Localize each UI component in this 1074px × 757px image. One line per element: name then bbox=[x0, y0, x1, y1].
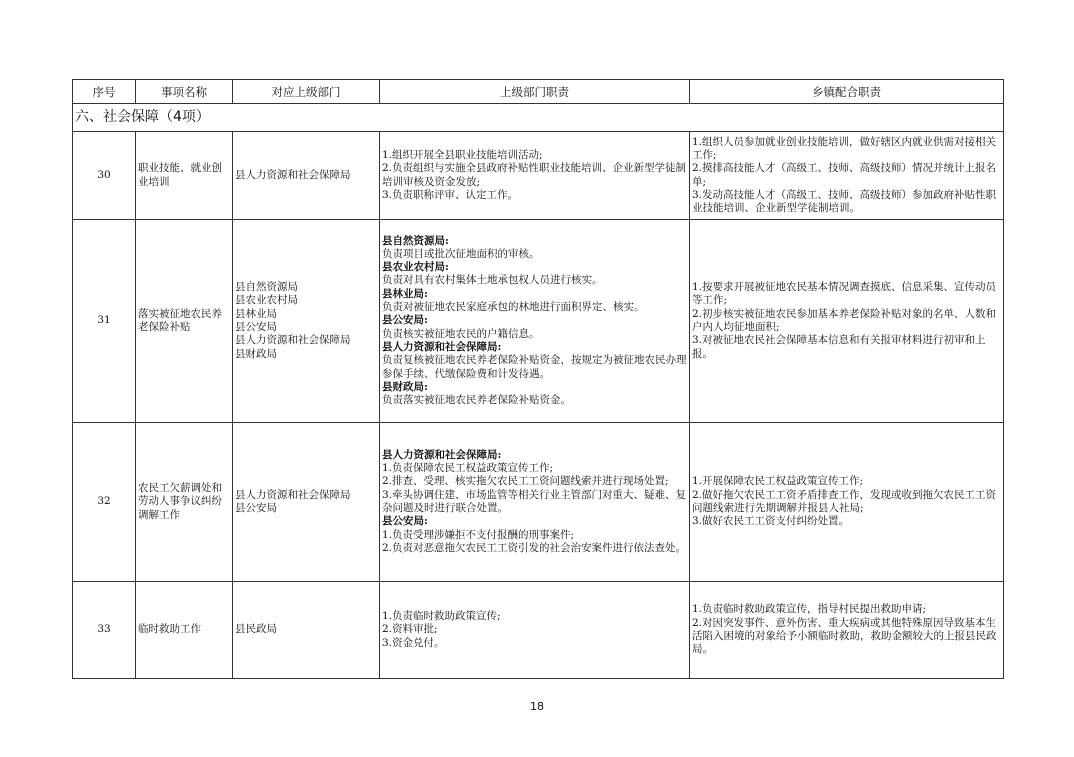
town-item: 1.开展保障农民工权益政策宣传工作; bbox=[692, 475, 864, 488]
duty-item: 负责复核被征地农民养老保险补贴资金，按规定为被征地农民办理参保手续、代缴保险费和计发待遇。 bbox=[382, 354, 687, 380]
duty-item: 3.负责职称评审、认定工作。 bbox=[382, 188, 519, 201]
header-superior-duties: 上级部门职责 bbox=[380, 80, 690, 104]
table-row bbox=[73, 423, 1004, 582]
dept-line: 县人力资源和社会保障局 bbox=[235, 168, 351, 181]
duty-item: 2.资料审批; bbox=[382, 623, 438, 636]
section-title: 六、社会保障（4项） bbox=[73, 104, 1004, 132]
duty-item: 2.排查、受理、核实拖欠农民工工资问题线索并进行现场处置; bbox=[382, 475, 669, 488]
duty-item: 3.牵头协调住建、市场监管等相关行业主管部门对重大、疑难、复杂问题及时进行联合处置。 bbox=[382, 488, 687, 514]
town-item: 1.负责临时救助政策宣传，指导村民提出救助申请; bbox=[692, 603, 927, 616]
header-no: 序号 bbox=[73, 80, 136, 104]
town-item: 1.组织人员参加就业创业技能培训，做好辖区内就业供需对接相关工作; bbox=[692, 135, 997, 161]
town-duties bbox=[690, 132, 1004, 220]
town-duties bbox=[690, 423, 1004, 582]
duty-dept-heading: 县林业局: bbox=[382, 287, 428, 300]
duty-item: 负责对具有农村集体土地承包权人员进行核实。 bbox=[382, 274, 603, 287]
town-item: 2.摸排高技能人才（高级工、技师、高级技师）情况并统计上报名单; bbox=[692, 162, 997, 188]
header-item-name: 事项名称 bbox=[136, 80, 233, 104]
page-number: 18 bbox=[530, 700, 544, 713]
row-number: 32 bbox=[73, 423, 136, 582]
town-item: 2.对因突发事件、意外伤害、重大疾病或其他特殊原因导致基本生活陷入困境的对象给予小额临时救助，救助金额较大的上报县民政局。 bbox=[692, 616, 997, 656]
duty-item: 负责项目或批次征地面积的审核。 bbox=[382, 247, 540, 260]
duty-item: 1.负责受理涉嫌拒不支付报酬的刑事案件; bbox=[382, 528, 575, 541]
item-name: 落实被征地农民养老保险补贴 bbox=[136, 220, 233, 423]
superior-dept-list bbox=[233, 423, 380, 582]
superior-duties bbox=[380, 423, 690, 582]
duty-item: 负责落实被征地农民养老保险补贴资金。 bbox=[382, 394, 571, 407]
duty-dept-heading: 县公安局: bbox=[382, 515, 428, 528]
table-row bbox=[73, 220, 1004, 423]
duty-item: 2.负责对恶意拖欠农民工工资引发的社会治安案件进行依法查处。 bbox=[382, 541, 687, 554]
dept-line: 县林业局 bbox=[235, 307, 277, 320]
dept-line: 县自然资源局 bbox=[235, 281, 298, 294]
duty-item: 负责核实被征地农民的户籍信息。 bbox=[382, 327, 540, 340]
header-row bbox=[73, 80, 1004, 104]
duty-item: 1.负责保障农民工权益政策宣传工作; bbox=[382, 462, 554, 475]
duty-dept-heading: 县财政局: bbox=[382, 380, 428, 393]
dept-line: 县公安局 bbox=[235, 321, 277, 333]
duty-item: 负责对被征地农民家庭承包的林地进行面积界定、核实。 bbox=[382, 301, 645, 314]
town-item: 1.按要求开展被征地农民基本情况调查摸底、信息采集、宣传动员等工作; bbox=[692, 281, 997, 307]
table-row bbox=[73, 582, 1004, 679]
item-name: 临时救助工作 bbox=[136, 582, 233, 679]
row-number: 31 bbox=[73, 220, 136, 423]
dept-line: 县人力资源和社会保障局 bbox=[235, 334, 351, 347]
town-duties bbox=[690, 220, 1004, 423]
town-item: 2.初步核实被征地农民参加基本养老保险补贴对象的名单、人数和户内人均征地面积; bbox=[692, 307, 997, 333]
superior-dept-list bbox=[233, 582, 380, 679]
town-item: 3.对被征地农民社会保障基本信息和有关报审材料进行初审和上报。 bbox=[692, 334, 986, 360]
duty-dept-heading: 县公安局: bbox=[382, 314, 428, 327]
responsibility-table bbox=[72, 79, 1004, 679]
dept-line: 县公安局 bbox=[235, 502, 277, 514]
duty-dept-heading: 县农业农村局: bbox=[382, 261, 449, 274]
superior-dept-list bbox=[233, 132, 380, 220]
section-row bbox=[73, 104, 1004, 132]
dept-line: 县农业农村局 bbox=[235, 294, 298, 307]
duty-dept-heading: 县自然资源局: bbox=[382, 234, 449, 247]
duty-item: 3.资金兑付。 bbox=[382, 636, 445, 649]
superior-duties bbox=[380, 132, 690, 220]
duty-item: 1.组织开展全县职业技能培训活动; bbox=[382, 148, 543, 161]
item-name: 职业技能、就业创业培训 bbox=[136, 132, 233, 220]
town-item: 2.做好拖欠农民工工资矛盾排查工作，发现或收到拖欠农民工工资问题线索进行先期调解并报县人社局; bbox=[692, 488, 997, 514]
superior-duties bbox=[380, 220, 690, 423]
duty-dept-heading: 县人力资源和社会保障局: bbox=[382, 448, 502, 461]
table-row bbox=[73, 132, 1004, 220]
town-item: 3.发动高技能人才（高级工、技师、高级技师）参加政府补贴性职业技能培训、企业新型学徒制培训。 bbox=[692, 188, 997, 215]
duty-dept-heading: 县人力资源和社会保障局: bbox=[382, 340, 502, 353]
dept-line: 县财政局 bbox=[235, 347, 277, 360]
town-duties bbox=[690, 582, 1004, 679]
town-item: 3.做好农民工工资支付纠纷处置。 bbox=[692, 515, 850, 528]
header-town-duties: 乡镇配合职责 bbox=[690, 80, 1004, 104]
dept-line: 县民政局 bbox=[235, 623, 277, 636]
duty-item: 2.负责组织与实施全县政府补贴性职业技能培训、企业新型学徒制培训审核及资金发放; bbox=[382, 162, 687, 188]
header-superior-dept: 对应上级部门 bbox=[233, 80, 380, 104]
row-number: 33 bbox=[73, 582, 136, 679]
row-number: 30 bbox=[73, 132, 136, 220]
duty-item: 1.负责临时救助政策宣传; bbox=[382, 610, 501, 623]
superior-duties bbox=[380, 582, 690, 679]
item-name: 农民工欠薪调处和劳动人事争议纠纷调解工作 bbox=[136, 423, 233, 582]
dept-line: 县人力资源和社会保障局 bbox=[235, 488, 351, 501]
superior-dept-list bbox=[233, 220, 380, 423]
